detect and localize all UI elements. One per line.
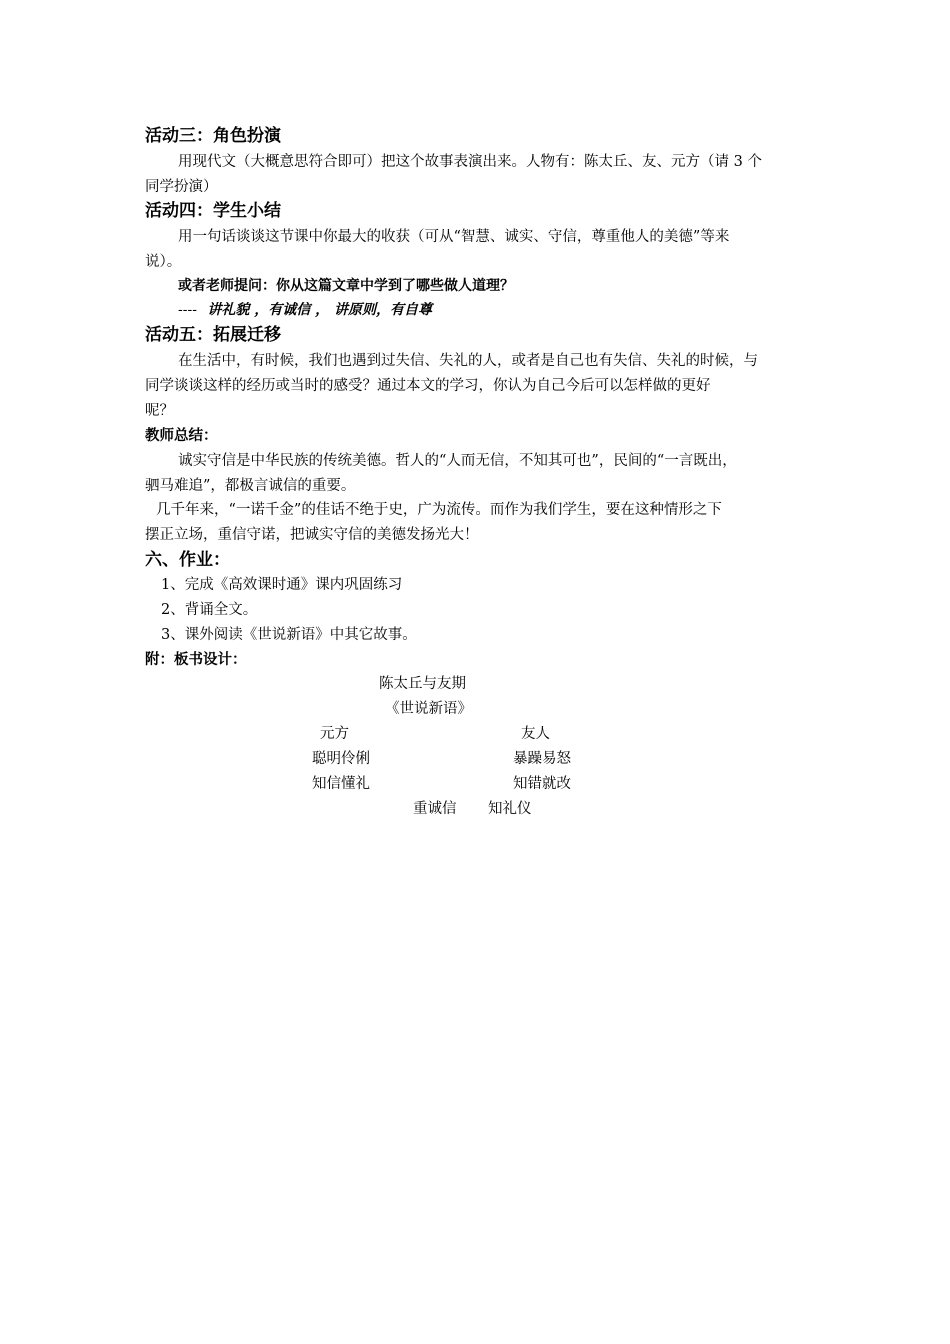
board-conclusion-a: 重诚信 [413, 801, 457, 817]
teacher-question: 或者老师提问：你从这篇文章中学到了哪些做人道理？ [178, 278, 514, 294]
summary-para1-line1: 诚实守信是中华民族的传统美德。哲人的“人而无信，不知其可也”，民间的“一言既出， [178, 453, 737, 469]
activity3-text-line2: 同学扮演） [145, 179, 218, 195]
answer-dash: ---- [178, 302, 197, 318]
homework-item-3: 3、课外阅读《世说新语》中其它故事。 [161, 627, 417, 643]
activity4-heading: 活动四：学生小结 [145, 201, 281, 221]
board-right-trait1: 暴躁易怒 [513, 751, 571, 767]
board-heading: 附：板书设计： [145, 652, 247, 668]
homework-item-1: 1、完成《高效课时通》课内巩固练习 [161, 577, 403, 593]
board-right-trait2: 知错就改 [513, 776, 571, 792]
activity5-text-line3: 呢？ [145, 403, 174, 419]
board-left-name: 元方 [320, 726, 349, 742]
homework-item-2: 2、背诵全文。 [161, 602, 258, 618]
activity5-text-line1: 在生活中，有时候，我们也遇到过失信、失礼的人，或者是自己也有失信、失礼的时候，与 [178, 353, 758, 369]
board-source: 《世说新语》 [385, 701, 472, 717]
answer-line [178, 299, 432, 321]
activity3-heading: 活动三：角色扮演 [145, 126, 281, 146]
homework-heading: 六、作业： [145, 550, 230, 570]
board-lesson-title: 陈太丘与友期 [379, 676, 466, 692]
activity5-heading: 活动五：拓展迁移 [145, 325, 281, 345]
activity5-text-line2: 同学谈谈这样的经历或当时的感受？通过本文的学习，你认为自己今后可以怎样做的更好 [145, 378, 711, 394]
summary-heading: 教师总结： [145, 428, 218, 444]
activity4-text-line2: 说）。 [145, 254, 182, 270]
board-right-name: 友人 [521, 726, 550, 742]
activity4-text-line1: 用一句话谈谈这节课中你最大的收获（可从“智慧、诚实、守信，尊重他人的美德”等来 [178, 229, 730, 245]
summary-para2-line2: 摆正立场，重信守诺，把诚实守信的美德发扬光大！ [145, 527, 479, 543]
summary-para2-line1: 几千年来，“一诺千金”的佳话不绝于史，广为流传。而作为我们学生，要在这种情形之下 [156, 502, 722, 518]
board-left-trait1: 聪明伶俐 [312, 751, 370, 767]
activity3-text-line1: 用现代文（大概意思符合即可）把这个故事表演出来。人物有：陈太丘、友、元方（请 3 个 [178, 154, 762, 170]
board-left-trait2: 知信懂礼 [312, 776, 370, 792]
board-conclusion-b: 知礼仪 [488, 801, 532, 817]
summary-para1-line2: 驷马难追”，都极言诚信的重要。 [145, 478, 356, 494]
answer-text: 讲礼貌 ，有诚信 ， 讲原则，有自尊 [207, 302, 432, 318]
